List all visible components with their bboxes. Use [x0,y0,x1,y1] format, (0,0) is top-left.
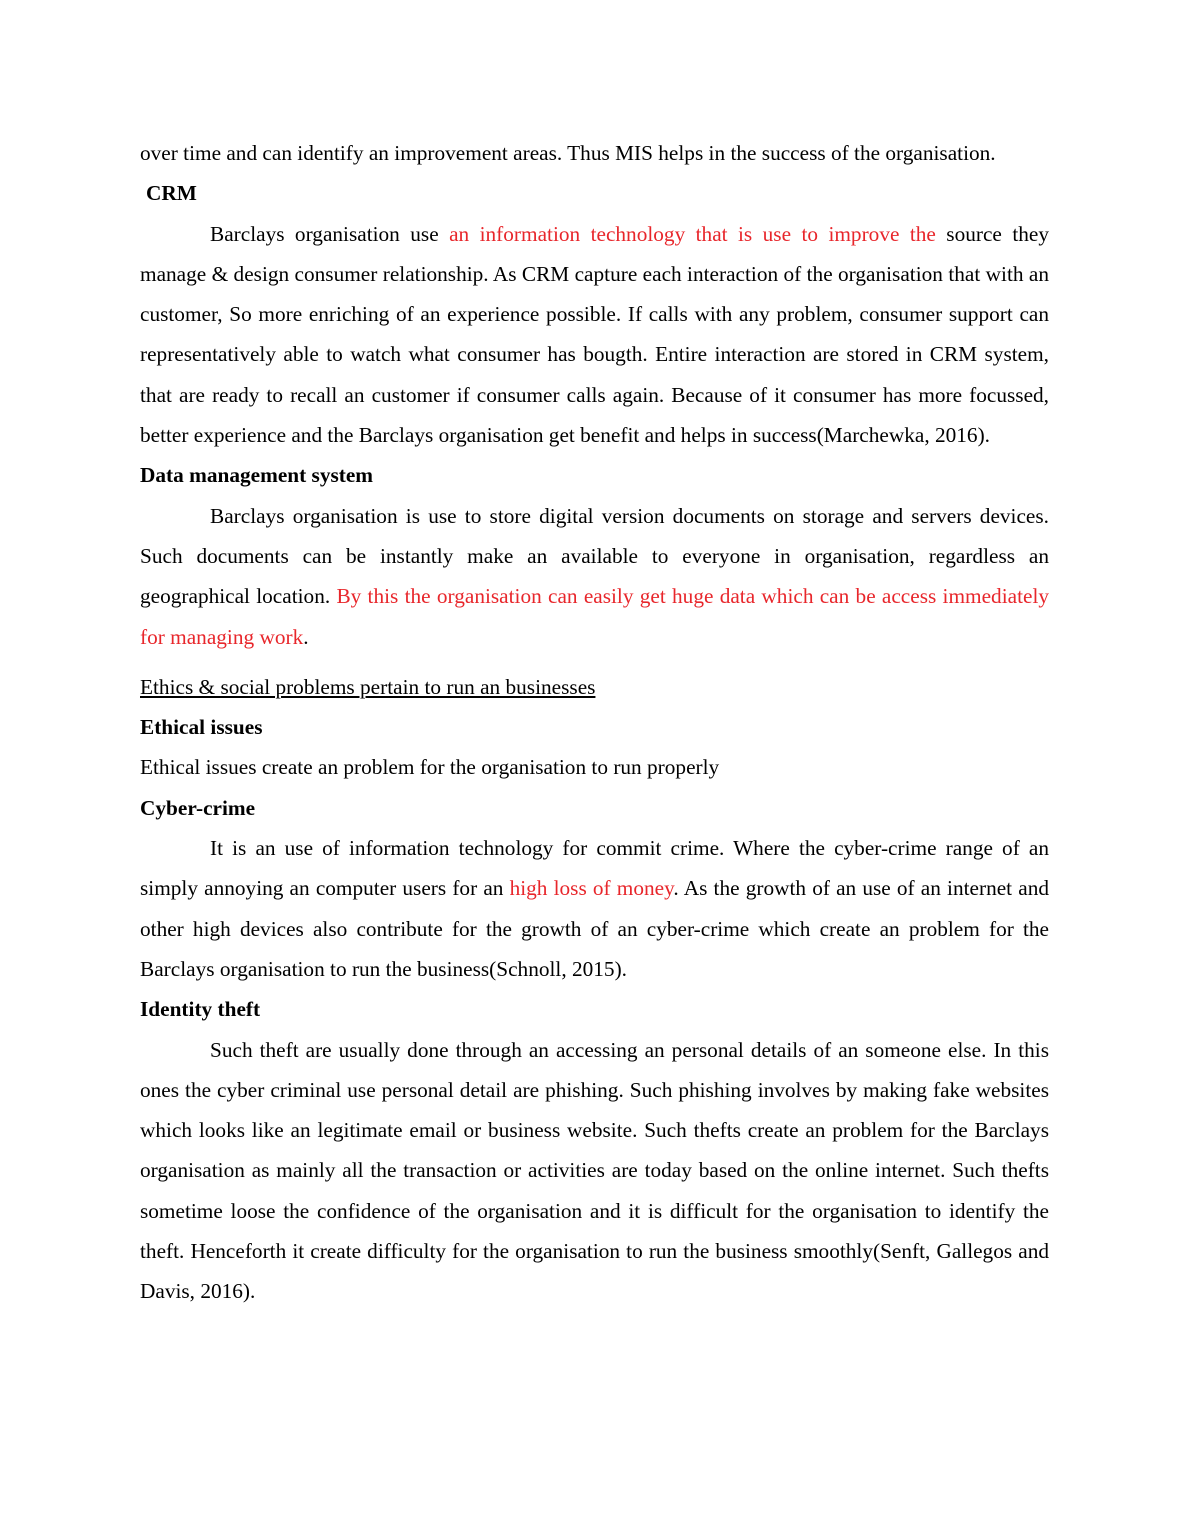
ethics-section-title: Ethics & social problems pertain to run an businesses [140,674,596,699]
identity-theft-paragraph: Such theft are usually done through an accessing an personal details of an someone else. In this ones the cyber criminal use personal detail are phishing. Such phishing involves by making fake websites which looks like an legitimate email or business website. Such thefts create an problem for the Barclays organisation as mainly all the transaction or activities are today based on the online internet. Such thefts sometime loose the confidence of the organisation and it is difficult for the organisation to identify the theft. Henceforth it create difficulty for the organisation to run the business smoothly(Senft, Gallegos and Davis, 2016). [140,1037,1049,1304]
dms-text-before: Barclays organisation is use to store digital version documents on storage and servers devices. Such documents can be instantly make an available to everyone in organisation, regardless an geographical location. [140,503,1049,609]
cyber-crime-paragraph [140,828,1049,989]
dms-highlight-text: By this the organisation can easily get huge data which can be access immediately for managing work [140,584,1050,649]
ethical-issues-heading: Ethical issues [140,715,263,740]
crm-highlight-text: an information technology that is use to improve the [449,221,936,246]
crm-text-after: source they manage & design consumer relationship. As CRM capture each interaction of the organisation that with an customer, So more enriching of an experience possible. If calls with any problem, consumer support can representatively able to watch what consumer has bougth. Entire interaction are stored in CRM system, that are ready to recall an customer if consumer calls again. Because of it consumer has more focussed, better experience and the Barclays organisation get benefit and helps in success(Marchewka, 2016). [140,221,1049,448]
crm-text-before: Barclays organisation use [210,221,450,246]
cyber-crime-text-before: It is an use of information technology for commit crime. Where the cyber-crime range of an simply annoying an computer users for an [140,836,1049,901]
intro-text: over time and can identify an improvement areas. Thus MIS helps in the success of the organisation. [140,141,996,165]
cyber-crime-heading: Cyber-crime [140,795,256,820]
document-page [140,133,1049,1312]
cyber-crime-text-after: . As the growth of an use of an internet and other high devices also contribute for the growth of an cyber-crime which create an problem for the Barclays organisation to run the business(Schnoll, 2015). [140,876,1050,981]
cyber-crime-highlight-text: high loss of money [509,876,674,901]
crm-paragraph [140,214,1049,456]
intro-paragraph [140,133,1049,173]
crm-heading: CRM [146,181,197,206]
ethical-issues-text: Ethical issues create an problem for the organisation to run properly [140,755,720,780]
identity-theft-heading: Identity theft [140,997,261,1022]
dms-text-after: . [303,624,309,649]
dms-paragraph [140,496,1049,657]
dms-heading: Data management system [140,463,374,488]
